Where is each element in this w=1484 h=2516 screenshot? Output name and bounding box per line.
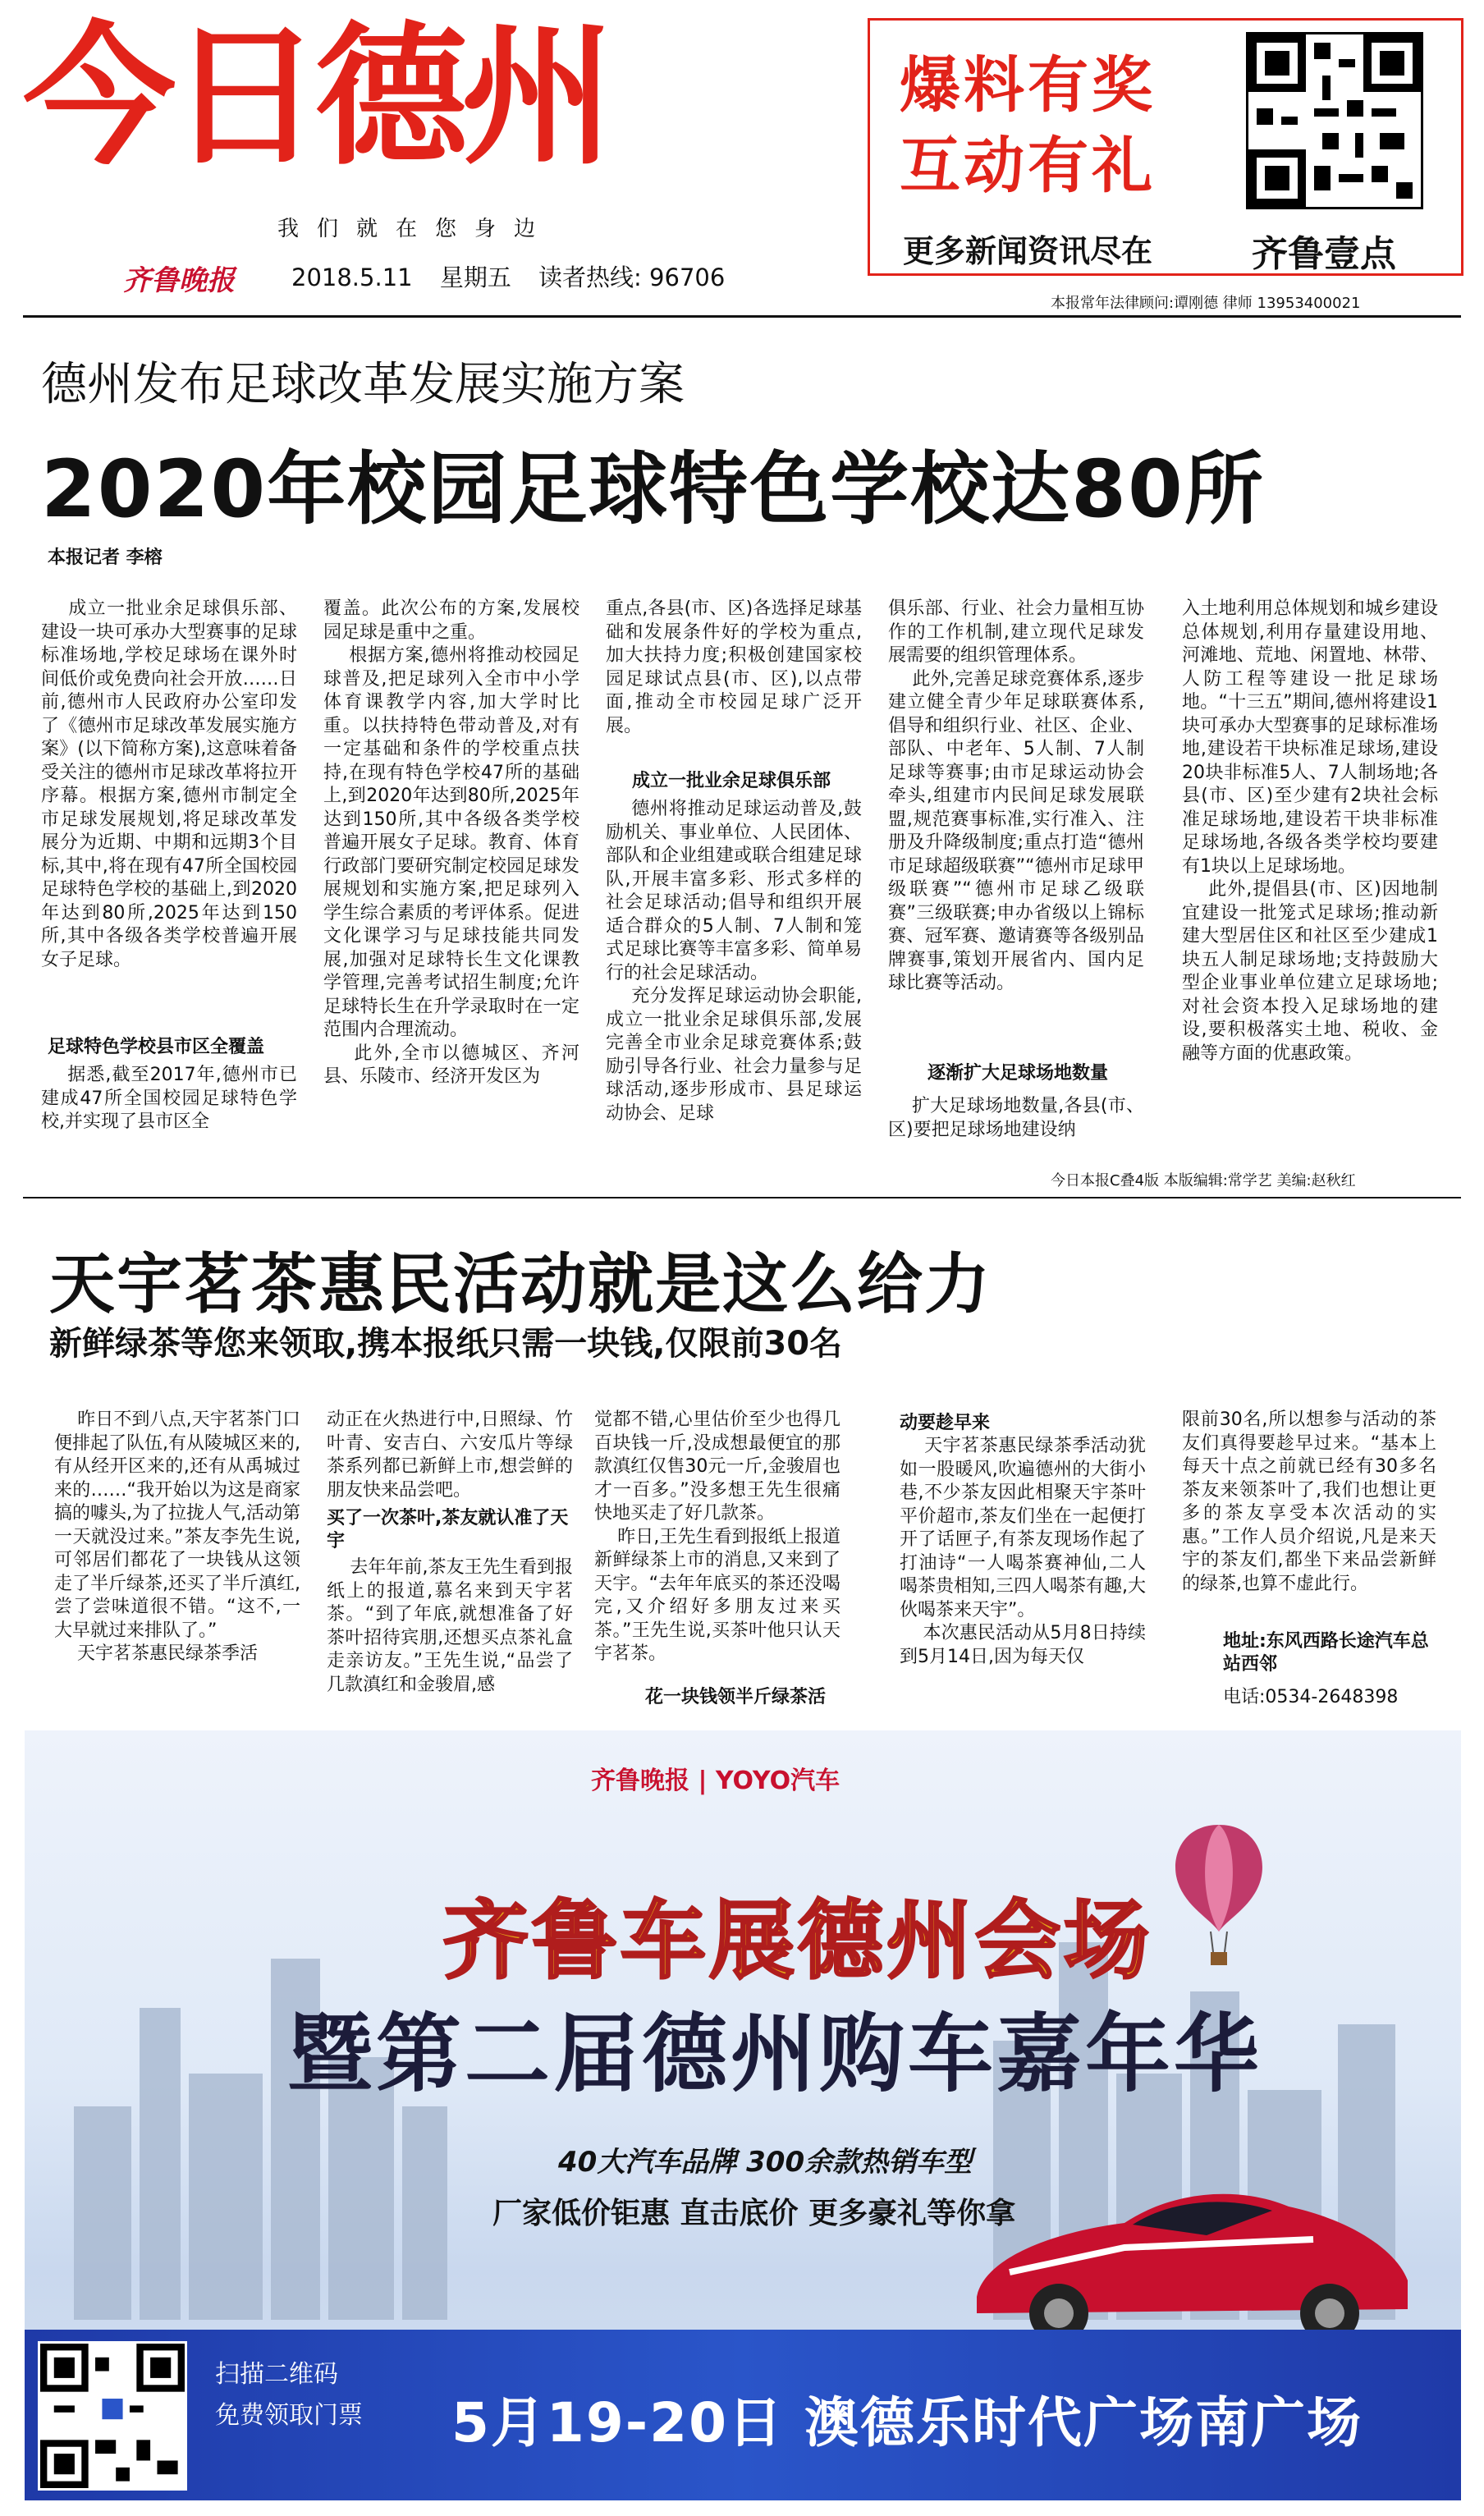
hot-air-balloon-icon [1166, 1821, 1272, 1977]
red-sports-car-icon [960, 2157, 1420, 2346]
story1-col1-subhead: 足球特色学校县市区全覆盖 [48, 1037, 265, 1057]
story2-subheadline: 新鲜绿茶等您来领取,携本报纸只需一块钱,仅限前30名 [49, 1325, 843, 1363]
story-divider [23, 1197, 1461, 1198]
story2-col2-a: 动正在火热进行中,日照绿、竹叶青、安吉白、六安瓜片等绿茶系列都已新鲜上市,想尝鲜的朋友快来品尝吧。 [327, 1409, 573, 1499]
promo-box [868, 18, 1463, 276]
story2-col2-subhead: 买了一次茶叶,茶友就认准了天宇 [327, 1508, 569, 1551]
city-building [74, 2106, 131, 2320]
promo-line-1: 爆料有奖 [900, 50, 1156, 121]
advert-scan-instructions [215, 2354, 363, 2436]
car-show-advert[interactable] [25, 1730, 1461, 2500]
advert-footer-band [25, 2330, 1461, 2500]
dateline [291, 259, 725, 293]
story2-col4: 天宇茗茶惠民绿茶季活动犹如一股暖风,吹遍德州的大街小巷,不少茶友因此相聚天宇茶叶平价超市,茶友们坐在一起便打开了话匣子,有茶友现场作起了打油诗“一人喝茶赛神仙,二人喝茶贵相知,三四人喝茶有趣,大伙喝茶来天宇”。 本次惠民活动从5月8日持续到5月14日,因为每天仅 [900, 1436, 1146, 1667]
hotline-label: 读者热线: [538, 264, 642, 291]
story1-col4-subhead: 逐渐扩大足球场地数量 [928, 1063, 1109, 1084]
story1-headline: 2020年校园足球特色学校达80所 [41, 443, 1265, 535]
legal-advisor-note: 本报常年法律顾问:谭刚德 律师 13953400021 [1051, 295, 1361, 312]
story1-col1-b: 据悉,截至2017年,德州市已建成47所全国校园足球特色学校,并实现了县市区全 [41, 1065, 297, 1132]
story2-col3: 觉都不错,心里估价至少也得几百块钱一斤,没成想最便宜的那款滇红仅售30元一斤,金骏眉也才一百多。”没多想王先生很痛快地买走了好几款茶。 昨日,王先生看到报纸上报道新鲜绿茶上市的消息,又来到了天宇。“去年年底买的茶还没喝完,又介绍好多朋友过来买茶。”王先生说,买茶叶他只认天宇茗茶。 [594, 1409, 840, 1664]
issue-weekday: 星期五 [439, 264, 511, 291]
advert-bullet-brands: 40大汽车品牌 300余款热销车型 [558, 2146, 973, 2179]
advert-sponsor-logos: 齐鲁晚报 | YOYO汽车 [591, 1767, 840, 1795]
paper-name-logo: 齐鲁晚报 [123, 264, 235, 297]
scan-line-1: 扫描二维码 [215, 2360, 338, 2389]
advert-bullet-deals: 厂家低价钜惠 直击底价 更多豪礼等你拿 [492, 2197, 1016, 2230]
story1-col3-a: 重点,各县(市、区)各选择足球基础和发展条件好的学校为重点,加大扶持力度;积极创建国家校园足球试点县(市、区),以点带面,推动全市校园足球广泛开展。 [606, 598, 862, 736]
city-building [140, 2008, 181, 2320]
city-building [402, 2106, 447, 2320]
hotline-number: 96706 [649, 264, 726, 291]
story2-col1: 昨日不到八点,天宇茗茶门口便排起了队伍,有从陵城区来的,有从经开区来的,还有从禹城过来的……“我开始以为这是商家搞的噱头,为了拉拢人气,活动第一天就没过来。”茶友李先生说,可邻居们都花了一块钱从这领走了半斤绿茶,还买了半斤滇红,尝了尝味道很不错。“这不,一大早就过来排队了。” 天宇茗茶惠民绿茶季活 [54, 1409, 300, 1664]
promo-brand-logo: 齐鲁壹点 [1252, 233, 1396, 275]
story1-col4-a: 俱乐部、行业、社会力量相互协作的工作机制,建立现代足球发展需要的组织管理体系。 此外,完善足球竞赛体系,逐步建立健全青少年足球联赛体系,倡导和组织行业、社区、企业、部队、中老年、5人制、7人制足球等赛事;由市足球运动协会牵头,组建市内民间足球发展联盟,规范赛事标准,实行准入、注册及升降级制度;重点打造“德州市足球超级联赛”“德州市足球甲级联赛”“德州市足球乙级联赛”三级联赛;申办省级以上锦标赛、冠军赛、邀请赛等各级别品牌赛事,策划开展省内、国内足球比赛等活动。 [888, 598, 1144, 993]
story2-col5: 限前30名,所以想参与活动的茶友们真得要趁早过来。“基本上每天十点之前就已经有30多名茶友来领茶叶了,我们也想让更多的茶友享受本次活动的实惠。”工作人员介绍说,凡是来天宇的茶友们,都坐下来品尝新鲜的绿茶,也算不虚此行。 [1182, 1409, 1436, 1594]
scan-line-2: 免费领取门票 [215, 2401, 363, 2430]
story2-col4-subhead: 动要趁早来 [900, 1413, 991, 1433]
promo-tagline: 更多新闻资讯尽在 [903, 232, 1153, 269]
promo-line-2: 互动有礼 [900, 131, 1156, 201]
story1-col1-a: 成立一批业余足球俱乐部、建设一块可承办大型赛事的足球标准场地,学校足球场在课外时间低价或免费向社会开放……日前,德州市人民政府办公室印发了《德州市足球改革发展实施方案》(以下简称方案),这意味着备受关注的德州市足球改革将拉开序幕。根据方案,德州市制定全市足球发展规划,将足球改革发展分为近期、中期和远期3个目标,其中,将在现有47所全国校园足球特色学校的基础上,到2020年达到80所,2025年达到150所,其中各级各类学校普遍开展女子足球。 [41, 598, 297, 970]
story2-headline: 天宇茗茶惠民活动就是这么给力 [49, 1246, 992, 1322]
advert-event-date-venue: 5月19-20日 澳德乐时代广场南广场 [451, 2391, 1363, 2454]
city-building [189, 2074, 263, 2320]
masthead-title: 今日德州 [23, 7, 608, 186]
ticket-qr-code-icon[interactable] [38, 2341, 187, 2491]
story1-col4-b: 扩大足球场地数量,各县(市、区)要把足球场地建设纳 [888, 1096, 1144, 1140]
story2-col2-b: 去年年前,茶友王先生看到报纸上的报道,慕名来到天宇茗茶。“到了年底,就想准备了好茶叶招待宾朋,还想买点茶礼盒走亲访友。”王先生说,“品尝了几款滇红和金骏眉,感 [327, 1557, 573, 1695]
story2-col3-subhead: 花一块钱领半斤绿茶活 [645, 1687, 827, 1707]
shop-phone: 电话:0534-2648398 [1223, 1687, 1399, 1707]
issue-date: 2018.5.11 [291, 264, 413, 291]
story1-col3-b: 德州将推动足球运动普及,鼓励机关、事业单位、人民团体、部队和企业组建或联合组建足球队,开展丰富多彩、形式多样的社会足球活动;倡导和组织开展适合群众的5人制、7人制和笼式足球比赛等丰富多彩、简单易行的社会足球活动。 充分发挥足球运动协会职能,成立一批业余足球俱乐部,发展完善全市业余足球竞赛体系;鼓励引导各行业、社会力量参与足球活动,逐步形成市、县足球运动协会、足球 [606, 799, 862, 1124]
story1-byline: 本报记者 李榕 [48, 548, 163, 568]
story1-col2: 覆盖。此次公布的方案,发展校园足球是重中之重。 根据方案,德州将推动校园足球普及,把足球列入全市中小学体育课教学内容,加大学时比重。以扶持特色带动普及,对有一定基础和条件的学校重点扶持,在现有特色学校47所的基础上,到2020年达到80所,2025年达到150所,其中各级各类学校普遍开展女子足球。教育、体育行政部门要研究制定校园足球发展规划和实施方案,把足球列入学生综合素质的考评体系。促进文化课学习与足球技能共同发展,加强对足球特长生文化课教学管理,完善考试招生制度;允许足球特长生在升学录取时在一定范围内合理流动。 此外,全市以德城区、齐河县、乐陵市、经济开发区为 [323, 598, 579, 1087]
story1-editor-footnote: 今日本报C叠4版 本版编辑:常学艺 美编:赵秋红 [1051, 1172, 1356, 1189]
advert-title-1: 齐鲁车展德州会场 [443, 1890, 1153, 1991]
masthead-rule [23, 315, 1461, 318]
shop-address: 地址:东风西路长途汽车总站西邻 [1223, 1631, 1429, 1675]
masthead-slogan: 我们就在您身边 [277, 217, 554, 241]
story1-col5: 入土地利用总体规划和城乡建设总体规划,利用存量建设用地、河滩地、荒地、闲置地、林带、人防工程等建设一批足球场地。“十三五”期间,德州将建设1块可承办大型赛事的足球标准场地,建设若干块标准足球场,建设20块非标准5人、7人制场地;各县(市、区)至少建有2块社会标准足球场地,建设若干块非标准足球场地,各级各类学校均要建有1块以上足球场地。 此外,提倡县(市、区)因地制宜建设一批笼式足球场;推动新建大型居住区和社区至少建成1块五人制足球场地;支持鼓励大型企业事业单位建立足球场地;对社会资本投入足球场地的建设,要积极落实土地、税收、金融等方面的优惠政策。 [1182, 598, 1438, 1064]
advert-title-2: 暨第二届德州购车嘉年华 [287, 2004, 1263, 2104]
qr-code-icon[interactable] [1246, 32, 1423, 209]
story1-kicker: 德州发布足球改革发展实施方案 [41, 358, 685, 411]
story1-col3-subhead: 成立一批业余足球俱乐部 [632, 771, 831, 791]
